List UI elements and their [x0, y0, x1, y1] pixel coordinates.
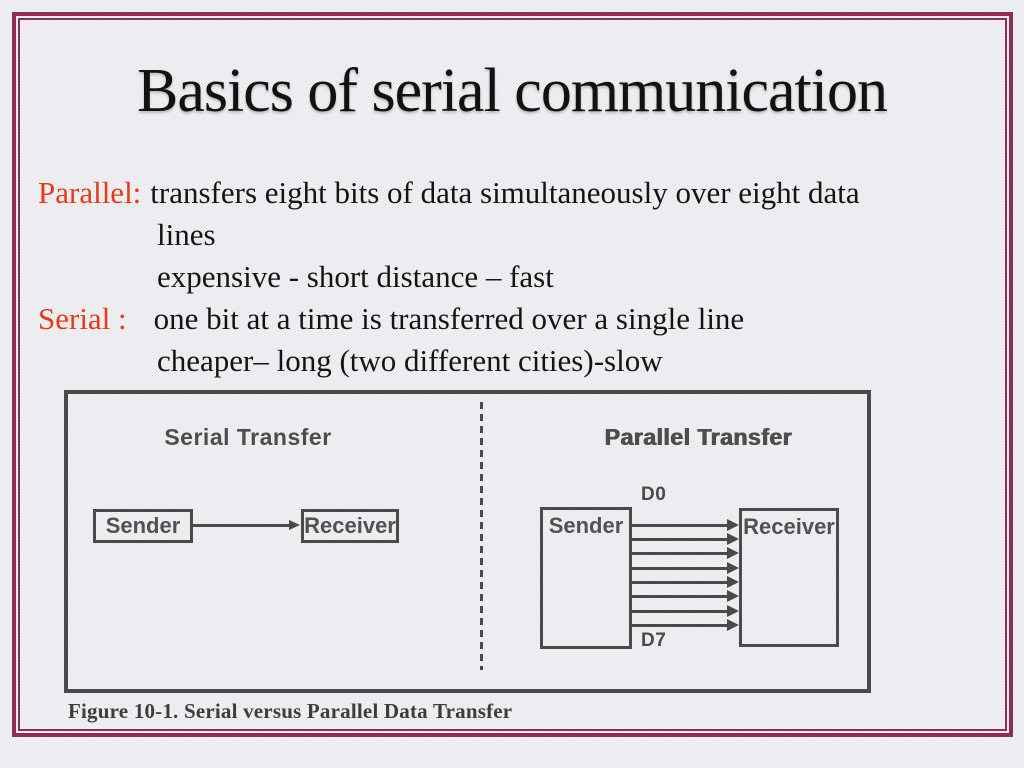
serial-keyword: Serial : — [38, 301, 127, 336]
serial-sender-label: Sender — [105, 513, 181, 538]
parallel-definition-line — [38, 172, 988, 214]
bus-label-d7: D7 — [641, 630, 667, 651]
bus-arrow — [632, 624, 727, 627]
bus-label-d0: D0 — [641, 484, 667, 505]
parallel-receiver-label: Receiver — [743, 514, 835, 539]
bus-arrow — [632, 610, 727, 613]
bus-arrow — [632, 538, 727, 541]
figure-divider-dashed-line — [480, 402, 483, 670]
bus-arrow — [632, 595, 727, 598]
serial-receiver-box — [301, 509, 399, 543]
parallel-transfer-label: Parallel Transfer — [604, 424, 792, 450]
serial-receiver-label: Receiver — [304, 513, 396, 538]
bus-arrow — [632, 567, 727, 570]
parallel-properties: expensive - short distance – fast — [157, 259, 554, 294]
parallel-receiver-box — [739, 508, 839, 647]
parallel-sender-box — [540, 507, 632, 649]
parallel-definition-text: transfers eight bits of data simultaneously over eight data — [150, 175, 860, 210]
bus-arrow — [632, 552, 727, 555]
serial-definition-line — [38, 298, 988, 340]
parallel-keyword: Parallel: — [38, 175, 142, 210]
parallel-definition-wrap: lines — [157, 217, 216, 252]
figure-diagram — [64, 390, 871, 693]
serial-sender-box — [93, 509, 193, 543]
bus-arrow — [632, 581, 727, 584]
bus-arrow — [632, 524, 727, 527]
serial-data-arrow — [193, 524, 289, 527]
serial-properties: cheaper– long (two different cities)-slow — [157, 343, 663, 378]
slide-title: Basics of serial communication — [137, 57, 887, 125]
body-text — [38, 172, 988, 382]
figure-caption: Figure 10-1. Serial versus Parallel Data Transfer — [68, 699, 513, 723]
parallel-sender-label: Sender — [548, 513, 624, 538]
serial-transfer-label: Serial Transfer — [164, 424, 332, 450]
serial-definition-text: one bit at a time is transferred over a single line — [153, 301, 745, 336]
